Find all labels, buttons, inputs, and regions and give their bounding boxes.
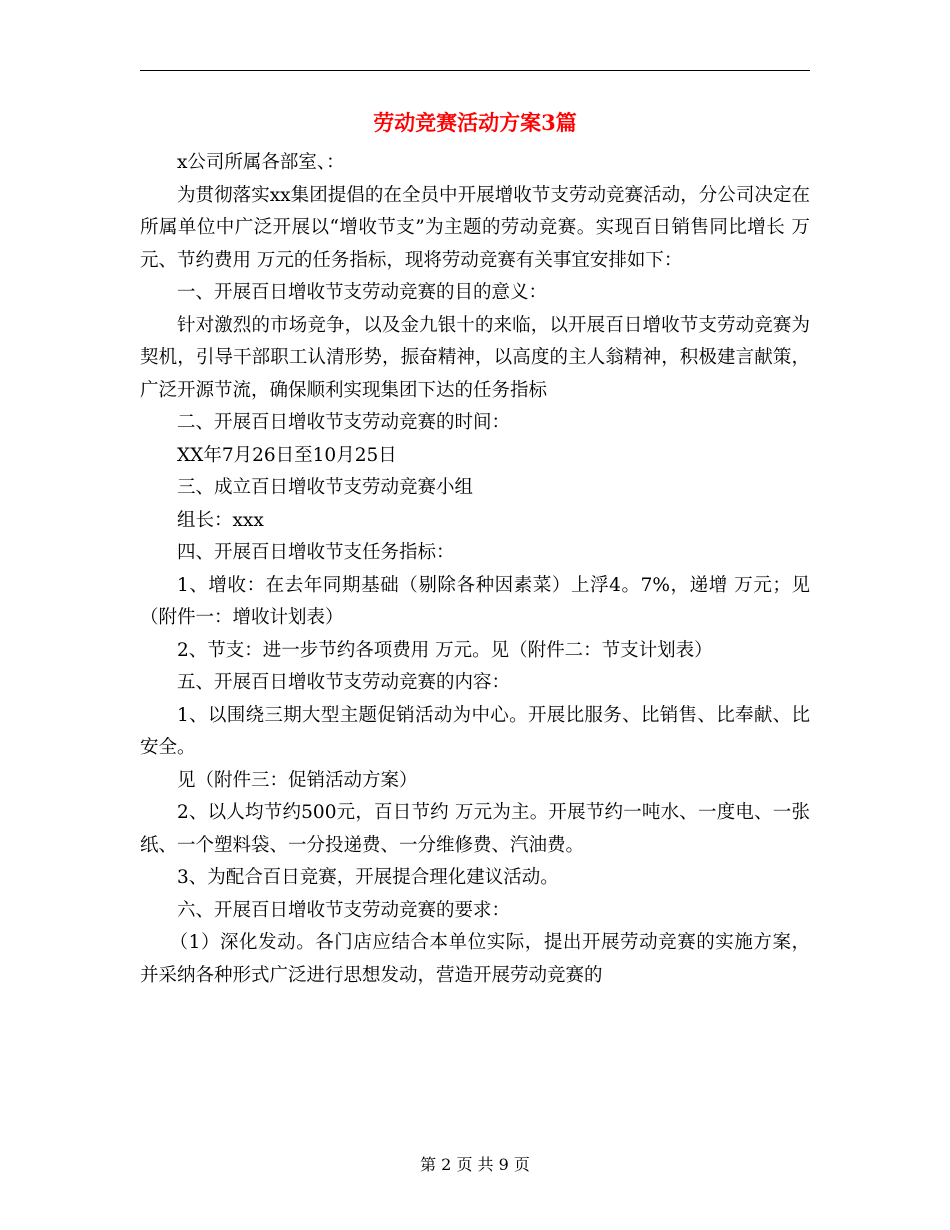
section-heading-6: 六、开展百日增收节支劳动竞赛的要求： — [177, 899, 511, 921]
paragraph-requirement-1: （1）深化发动。各门店应结合本单位实际，提出开展劳动竞赛的实施方案，并采纳各种形式广泛进行思想发动，营造开展劳动竞赛的 — [140, 932, 810, 986]
section-heading-5: 五、开展百日增收节支劳动竞赛的内容： — [177, 672, 511, 693]
paragraph-attachment-3: 见（附件三：促销活动方案） — [177, 769, 418, 791]
paragraph-intro: 为贯彻落实xx集团提倡的在全员中开展增收节支劳动竞赛活动，分公司决定在所属单位中广泛开展以“增收节支”为主题的劳动竞赛。实现百日销售同比增长 万元、节约费用 万元的任务指标，现将劳动竞赛有关事宜安排如下： — [140, 184, 810, 271]
paragraph-content-1: 1、以围绕三期大型主题促销活动为中心。开展比服务、比销售、比奉献、比安全。 — [140, 704, 810, 758]
paragraph-salutation: x公司所属各部室、： — [177, 152, 345, 173]
paragraph-leader: 组长：xxx — [177, 509, 264, 531]
page-number: 第 2 页 共 9 页 — [420, 1155, 530, 1174]
section-heading-1: 一、开展百日增收节支劳动竞赛的目的意义： — [177, 282, 548, 303]
paragraph-savings: 2、节支：进一步节约各项费用 万元。见（附件二：节支计划表） — [177, 639, 713, 661]
section-heading-4: 四、开展百日增收节支任务指标： — [177, 542, 455, 563]
header-rule — [140, 70, 810, 71]
document-title: 劳动竞赛活动方案3篇 — [373, 110, 577, 135]
paragraph-increase: 1、增收：在去年同期基础（剔除各种因素菜）上浮4。7%，递增 万元；见（附件一：增收计划表） — [140, 574, 810, 628]
document-body — [140, 147, 810, 992]
section-heading-3: 三、成立百日增收节支劳动竞赛小组 — [177, 477, 474, 498]
paragraph-date-range: XX年7月26日至10月25日 — [177, 444, 397, 466]
paragraph-content-3: 3、为配合百日竞赛，开展提合理化建议活动。 — [177, 867, 559, 888]
section-heading-2: 二、开展百日增收节支劳动竞赛的时间： — [177, 412, 511, 433]
paragraph-content-2: 2、以人均节约500元，百日节约 万元为主。开展节约一吨水、一度电、一张纸、一个塑料袋、一分投递费、一分维修费、汽油费。 — [140, 802, 810, 856]
paragraph-purpose: 针对激烈的市场竞争，以及金九银十的来临，以开展百日增收节支劳动竞赛为契机，引导干部职工认清形势，振奋精神，以高度的主人翁精神，积极建言献策，广泛开源节流，确保顺利实现集团下达的任务指标 — [140, 314, 810, 401]
